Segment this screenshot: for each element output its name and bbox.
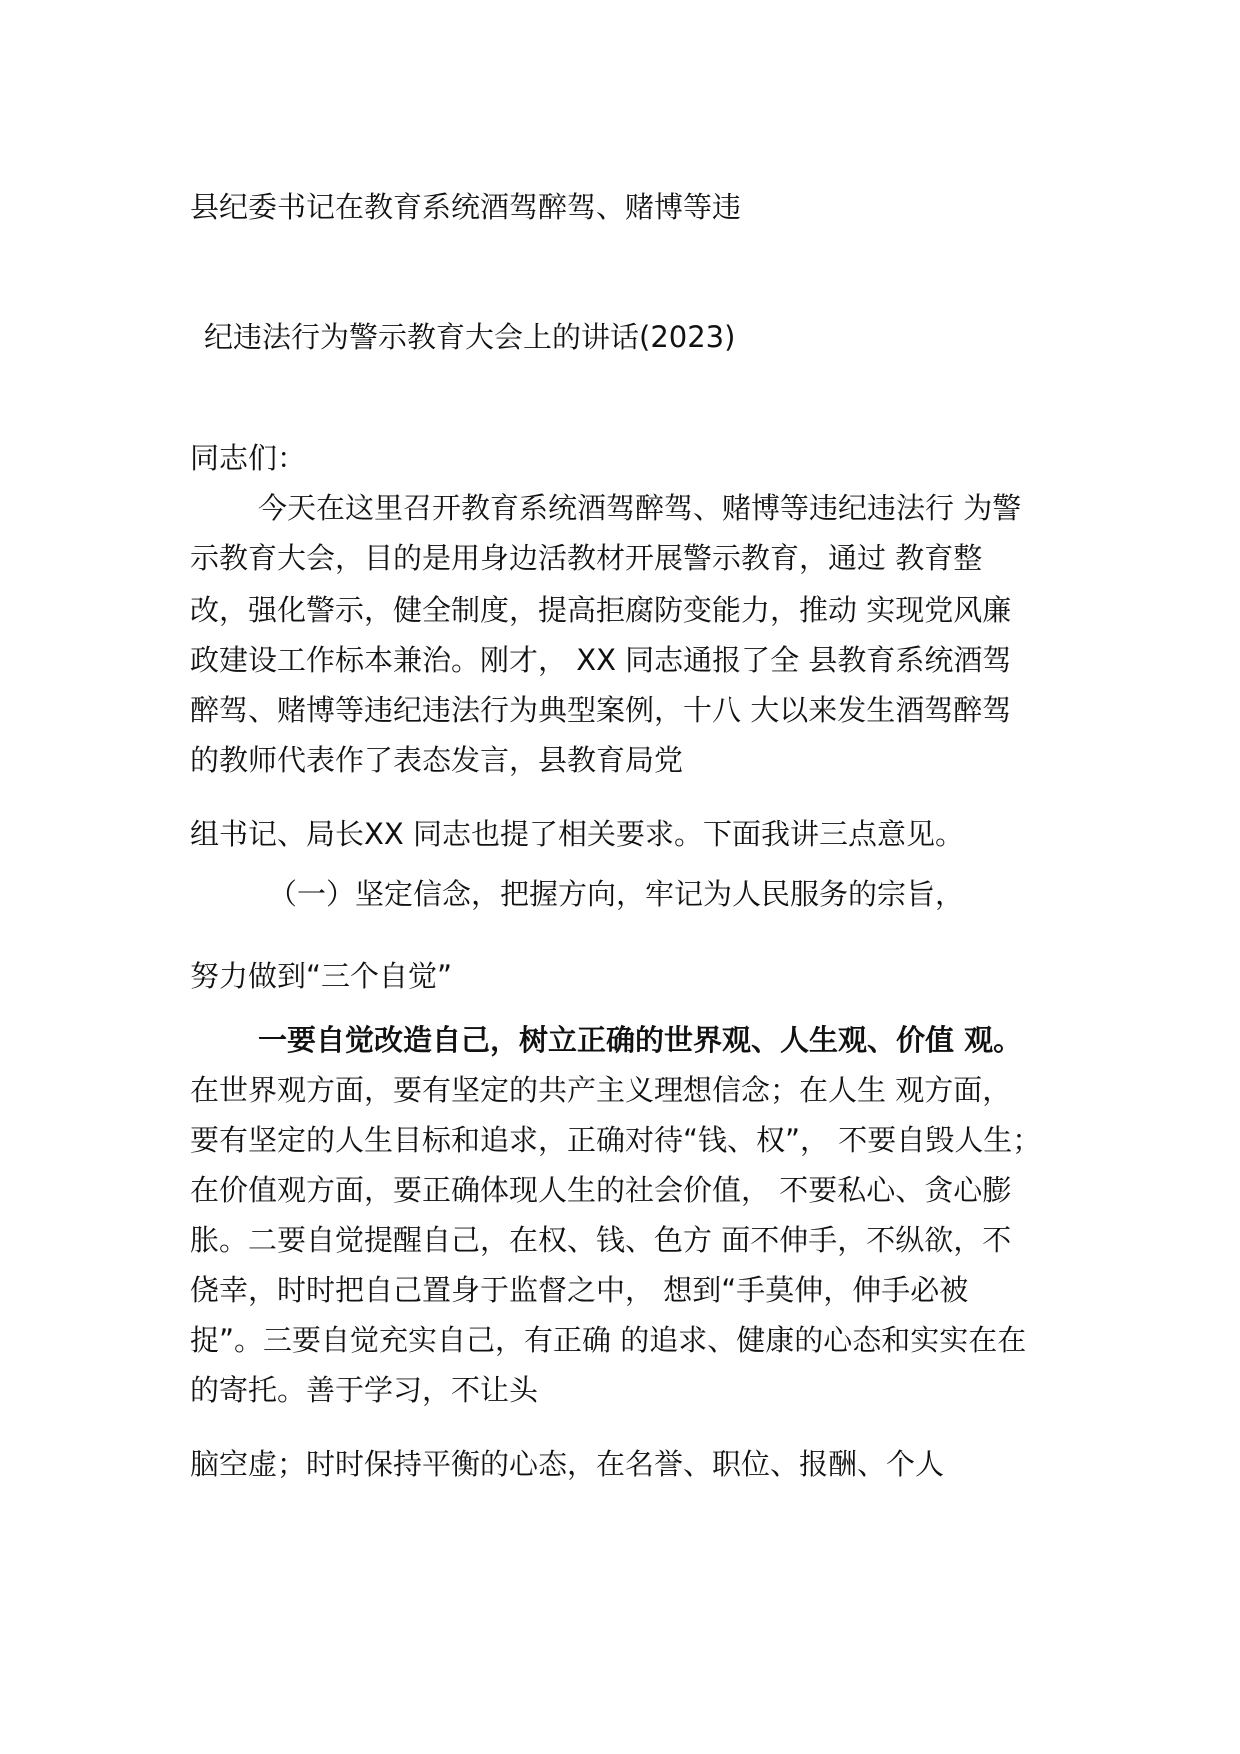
paragraph-line: 捉”。三要自觉充实自己，有正确 的追求、健康的心态和实实在在	[190, 1323, 1027, 1357]
title-line-2: 纪违法行为警示教育大会上的讲话(2023)	[204, 320, 736, 354]
title-line-1: 县纪委书记在教育系统酒驾醉驾、赌博等违	[190, 190, 742, 224]
paragraph-line: 示教育大会，目的是用身边活教材开展警示教育，通过 教育整	[190, 541, 983, 575]
paragraph-line: 在世界观方面，要有坚定的共产主义理想信念；在人生 观方面，	[190, 1073, 1012, 1107]
section-heading-1: （一）坚定信念，把握方向，牢记为人民服务的宗旨，	[268, 877, 965, 911]
paragraph-line: 一要自觉改造自己，树立正确的世界观、人生观、价值 观。	[258, 1023, 1023, 1057]
paragraph-line: 的寄托。善于学习，不让头	[190, 1373, 539, 1407]
section-heading-1-cont: 努力做到“三个自觉”	[190, 959, 453, 993]
salutation: 同志们：	[190, 441, 307, 475]
paragraph-line: 侥幸，时时把自己置身于监督之中， 想到“手莫伸，伸手必被	[190, 1273, 969, 1307]
paragraph-line: 政建设工作标本兼治。刚才， XX 同志通报了全 县教育系统酒驾	[190, 643, 1012, 677]
paragraph-line: 的教师代表作了表态发言，县教育局党	[190, 743, 684, 777]
paragraph-line: 脑空虚；时时保持平衡的心态，在名誉、职位、报酬、个人	[190, 1447, 945, 1481]
paragraph-line: 胀。二要自觉提醒自己，在权、钱、色方 面不伸手，不纵欲，不	[190, 1223, 1012, 1257]
paragraph-line: 今天在这里召开教育系统酒驾醉驾、赌博等违纪违法行 为警	[258, 491, 1022, 525]
paragraph-line: 组书记、局长XX 同志也提了相关要求。下面我讲三点意见。	[190, 817, 964, 851]
paragraph-line: 要有坚定的人生目标和追求，正确对待“钱、权”， 不要自毁人生；	[190, 1123, 1042, 1157]
paragraph-line: 在价值观方面，要正确体现人生的社会价值， 不要私心、贪心膨	[190, 1173, 1012, 1207]
paragraph-line: 醉驾、赌博等违纪违法行为典型案例，十八 大以来发生酒驾醉驾	[190, 693, 1012, 727]
paragraph-line: 改，强化警示，健全制度，提高拒腐防变能力，推动 实现党风廉	[190, 593, 1012, 627]
